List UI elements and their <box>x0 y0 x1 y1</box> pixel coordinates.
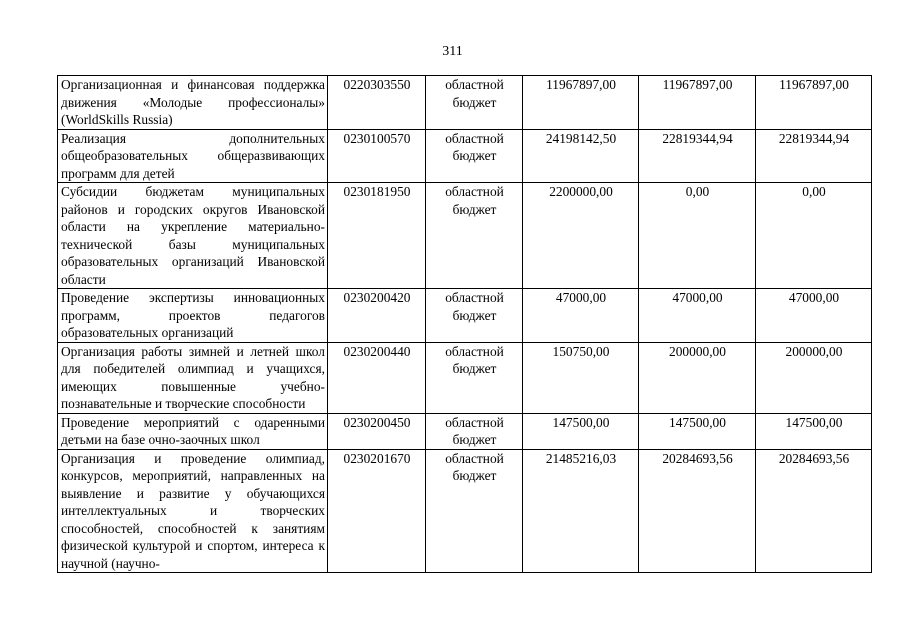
budget-code: 0230100570 <box>328 129 426 183</box>
amount-year-1: 2200000,00 <box>523 183 639 289</box>
budget-code: 0220303550 <box>328 76 426 130</box>
budget-table <box>57 75 872 573</box>
table-row <box>58 342 872 413</box>
funding-source: областной бюджет <box>426 413 523 449</box>
amount-year-2: 0,00 <box>639 183 756 289</box>
amount-year-3: 20284693,56 <box>756 449 872 573</box>
program-name: Организация и проведение олимпиад, конкурсов, мероприятий, направленных на выявление и развитие у обучающихся интеллектуальных и творческих способностей, способностей к занятиям физической культурой и спортом, интереса к научной (научно- <box>58 449 328 573</box>
program-name: Проведение экспертизы инновационных программ, проектов педагогов образовательных организаций <box>58 289 328 343</box>
budget-code: 0230201670 <box>328 449 426 573</box>
amount-year-1: 21485216,03 <box>523 449 639 573</box>
amount-year-2: 200000,00 <box>639 342 756 413</box>
table-row <box>58 289 872 343</box>
amount-year-3: 47000,00 <box>756 289 872 343</box>
amount-year-1: 47000,00 <box>523 289 639 343</box>
amount-year-2: 147500,00 <box>639 413 756 449</box>
funding-source: областной бюджет <box>426 183 523 289</box>
budget-code: 0230200440 <box>328 342 426 413</box>
table-row <box>58 183 872 289</box>
funding-source: областной бюджет <box>426 129 523 183</box>
page-number: 311 <box>442 44 463 59</box>
amount-year-3: 200000,00 <box>756 342 872 413</box>
amount-year-2: 20284693,56 <box>639 449 756 573</box>
amount-year-3: 22819344,94 <box>756 129 872 183</box>
amount-year-1: 150750,00 <box>523 342 639 413</box>
table-row <box>58 449 872 573</box>
program-name: Организация работы зимней и летней школ для победителей олимпиад и учащихся, имеющих повышенные учебно-познавательные и творческие способности <box>58 342 328 413</box>
amount-year-3: 0,00 <box>756 183 872 289</box>
funding-source: областной бюджет <box>426 449 523 573</box>
amount-year-2: 47000,00 <box>639 289 756 343</box>
amount-year-3: 147500,00 <box>756 413 872 449</box>
program-name: Реализация дополнительных общеобразовательных общеразвивающих программ для детей <box>58 129 328 183</box>
amount-year-1: 24198142,50 <box>523 129 639 183</box>
table-row <box>58 76 872 130</box>
amount-year-2: 22819344,94 <box>639 129 756 183</box>
funding-source: областной бюджет <box>426 289 523 343</box>
amount-year-3: 11967897,00 <box>756 76 872 130</box>
table-row <box>58 129 872 183</box>
amount-year-1: 11967897,00 <box>523 76 639 130</box>
program-name: Субсидии бюджетам муниципальных районов и городских округов Ивановской области на укрепление материально-технической базы муниципальных образовательных организаций Ивановской области <box>58 183 328 289</box>
budget-code: 0230181950 <box>328 183 426 289</box>
funding-source: областной бюджет <box>426 76 523 130</box>
budget-code: 0230200450 <box>328 413 426 449</box>
funding-source: областной бюджет <box>426 342 523 413</box>
table-row <box>58 413 872 449</box>
amount-year-2: 11967897,00 <box>639 76 756 130</box>
program-name: Проведение мероприятий с одаренными детьми на базе очно-заочных школ <box>58 413 328 449</box>
budget-code: 0230200420 <box>328 289 426 343</box>
program-name: Организационная и финансовая поддержка движения «Молодые профессионалы» (WorldSkills Russia) <box>58 76 328 130</box>
amount-year-1: 147500,00 <box>523 413 639 449</box>
